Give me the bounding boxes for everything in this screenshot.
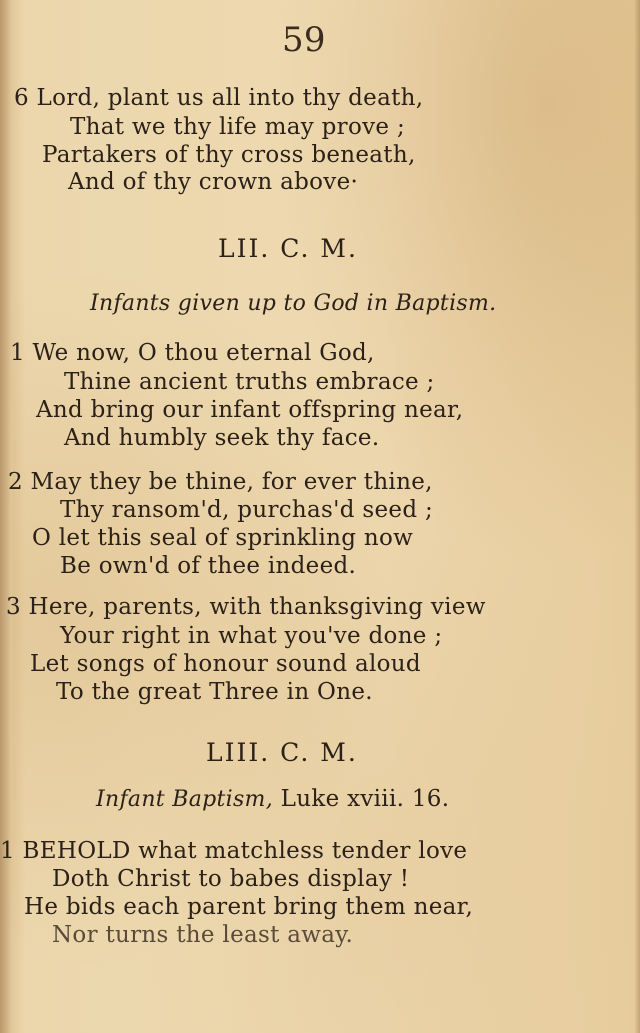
verse-line: And of thy crown above· [68, 169, 359, 195]
verse-line: Doth Christ to babes display ! [52, 866, 410, 892]
verse-line: 6 Lord, plant us all into thy death, [14, 85, 424, 111]
hymn-subtitle [96, 786, 449, 812]
hymn-heading: LII. C. M. [218, 234, 358, 263]
verse-line: Be own'd of thee indeed. [60, 553, 357, 579]
verse-line: Thine ancient truths embrace ; [64, 369, 435, 395]
verse-line: 1 We now, O thou eternal God, [10, 340, 375, 366]
verse-line: Nor turns the least away. [52, 922, 354, 948]
verse-line: O let this seal of sprinkling now [32, 525, 414, 551]
hymn-subtitle-italic: Infant Baptism, [96, 787, 274, 812]
verse-line: 1 BEHOLD what matchless tender love [0, 838, 468, 864]
verse-line: That we thy life may prove ; [70, 114, 405, 140]
hymn-subtitle-reference: Luke xviii. 16. [280, 786, 450, 812]
verse-line: And humbly seek thy face. [64, 425, 380, 451]
page-edge [634, 0, 640, 1033]
verse-line: Thy ransom'd, purchas'd seed ; [60, 497, 434, 523]
verse-line: He bids each parent bring them near, [24, 894, 474, 920]
verse-line: Your right in what you've done ; [60, 623, 443, 649]
verse-line: Let songs of honour sound aloud [30, 651, 421, 677]
page-number: 59 [282, 20, 326, 60]
hymn-heading: LIII. C. M. [206, 738, 358, 767]
verse-line: To the great Three in One. [56, 679, 373, 705]
hymn-subtitle: Infants given up to God in Baptism. [90, 291, 497, 316]
verse-line: Partakers of thy cross beneath, [42, 142, 416, 168]
verse-line: 2 May they be thine, for ever thine, [8, 469, 433, 495]
page-gutter [0, 0, 12, 1033]
verse-line: 3 Here, parents, with thanksgiving view [6, 594, 486, 620]
verse-line: And bring our infant offspring near, [36, 397, 464, 423]
